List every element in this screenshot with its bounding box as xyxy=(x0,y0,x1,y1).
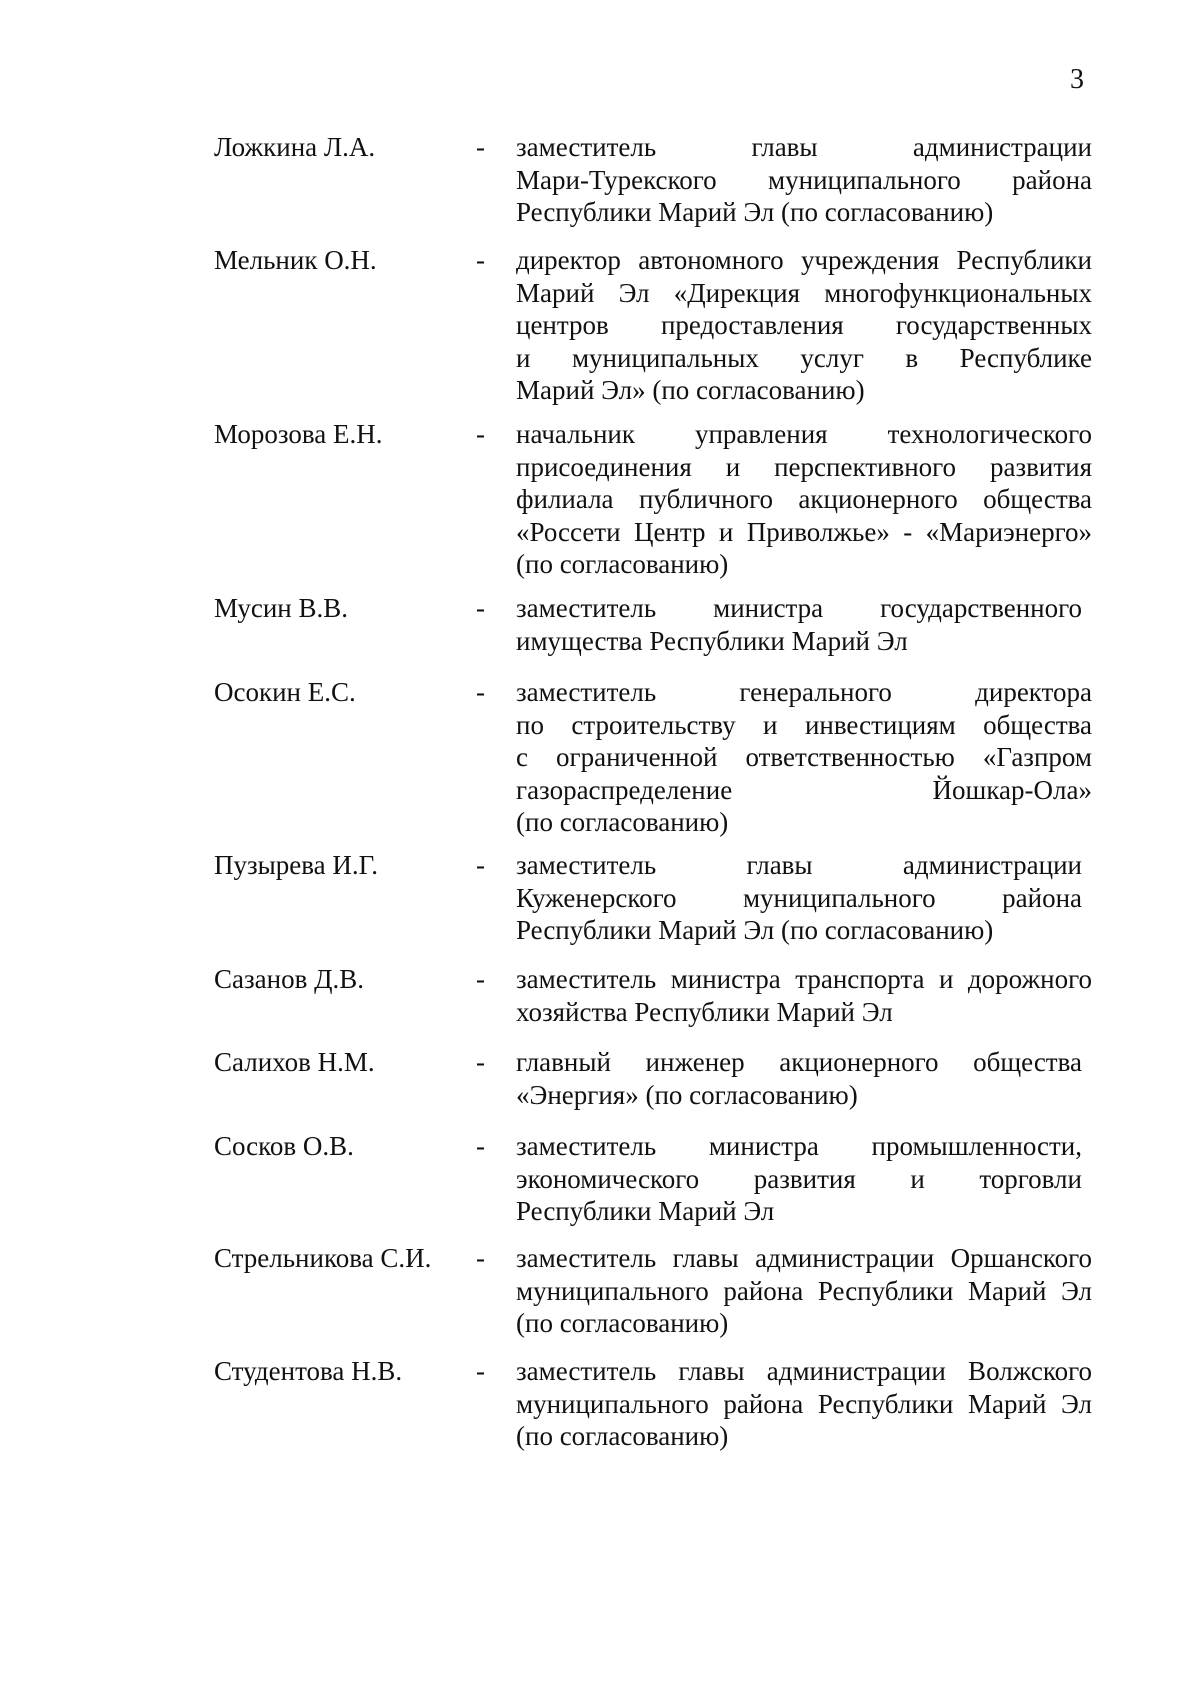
description-line: муниципального района Республики Марий Эл xyxy=(516,1388,1092,1419)
description-line: (по согласованию) xyxy=(516,807,729,837)
person-name: Осокин Е.С. xyxy=(214,677,356,707)
person-name: Сазанов Д.В. xyxy=(214,964,365,994)
person-name: Салихов Н.М. xyxy=(214,1047,375,1077)
description-line: заместитель главы администрации Оршанского xyxy=(516,1243,1092,1273)
description-line: Марий Эл» (по согласованию) xyxy=(516,375,865,405)
description-line: начальник управления технологического xyxy=(516,419,1092,449)
description-line: (по согласованию) xyxy=(516,1308,729,1338)
dash-separator: - xyxy=(476,850,485,880)
person-name: Мельник О.Н. xyxy=(214,245,377,275)
position-description xyxy=(516,1242,1092,1340)
description-line: заместитель министра транспорта и дорожного xyxy=(516,964,1092,994)
person-name: Сосков О.В. xyxy=(214,1131,354,1161)
dash-separator: - xyxy=(476,593,485,623)
description-line: заместитель генерального директора xyxy=(516,677,1092,707)
description-line: Республики Марий Эл xyxy=(516,1196,775,1226)
description-line: заместитель главы администрации xyxy=(516,132,1092,162)
description-line: заместитель главы администрации Волжского xyxy=(516,1356,1092,1386)
person-name: Студентова Н.В. xyxy=(214,1356,403,1386)
dash-separator: - xyxy=(476,1243,485,1273)
description-line: муниципального района Республики Марий Эл xyxy=(516,1275,1092,1306)
dash-separator: - xyxy=(476,1131,485,1161)
page-number: 3 xyxy=(1070,64,1084,95)
description-line: экономического развития и торговли xyxy=(516,1163,1082,1194)
position-description xyxy=(516,849,1082,947)
person-name: Стрельникова С.И. xyxy=(214,1243,432,1273)
description-line: по строительству и инвестициям общества xyxy=(516,709,1092,740)
person-name: Мусин В.В. xyxy=(214,593,348,623)
person-name: Морозова Е.Н. xyxy=(214,419,383,449)
position-description xyxy=(516,131,1092,229)
description-line: заместитель министра промышленности, xyxy=(516,1131,1082,1161)
dash-separator: - xyxy=(476,419,485,449)
description-line: хозяйства Республики Марий Эл xyxy=(516,996,893,1027)
dash-separator: - xyxy=(476,677,485,707)
description-line: Республики Марий Эл (по согласованию) xyxy=(516,197,994,227)
person-name: Пузырева И.Г. xyxy=(214,850,378,880)
description-line: (по согласованию) xyxy=(516,1421,729,1451)
description-line: Куженерского муниципального района xyxy=(516,882,1082,913)
description-line: директор автономного учреждения Республики xyxy=(516,245,1092,275)
description-line: главный инженер акционерного общества xyxy=(516,1047,1082,1077)
description-line: (по согласованию) xyxy=(516,549,729,579)
dash-separator: - xyxy=(476,1356,485,1386)
description-line: заместитель главы администрации xyxy=(516,850,1082,880)
description-line: присоединения и перспективного развития xyxy=(516,451,1092,482)
description-line: заместитель министра государственного xyxy=(516,593,1082,623)
person-name: Ложкина Л.А. xyxy=(214,132,376,162)
description-line: центров предоставления государственных xyxy=(516,310,1092,340)
position-description xyxy=(516,1046,1082,1111)
position-description xyxy=(516,1130,1082,1228)
description-line: газораспределение Йошкар-Ола» xyxy=(516,774,1092,805)
position-description xyxy=(516,418,1092,581)
position-description xyxy=(516,676,1092,839)
position-description xyxy=(516,963,1092,1028)
dash-separator: - xyxy=(476,132,485,162)
description-line: «Энергия» (по согласованию) xyxy=(516,1079,858,1110)
position-description xyxy=(516,1355,1092,1453)
description-line: филиала публичного акционерного общества xyxy=(516,484,1092,514)
description-line: имущества Республики Марий Эл xyxy=(516,625,908,656)
position-description xyxy=(516,592,1082,657)
description-line: и муниципальных услуг в Республике xyxy=(516,342,1092,373)
position-description xyxy=(516,244,1092,407)
dash-separator: - xyxy=(476,245,485,275)
description-line: Республики Марий Эл (по согласованию) xyxy=(516,915,994,945)
description-line: «Россети Центр и Приволжье» - «Мариэнерго» xyxy=(516,516,1092,547)
description-line: Мари-Турекского муниципального района xyxy=(516,164,1092,195)
description-line: с ограниченной ответственностью «Газпром xyxy=(516,742,1092,772)
description-line: Марий Эл «Дирекция многофункциональных xyxy=(516,277,1092,308)
dash-separator: - xyxy=(476,1047,485,1077)
dash-separator: - xyxy=(476,964,485,994)
